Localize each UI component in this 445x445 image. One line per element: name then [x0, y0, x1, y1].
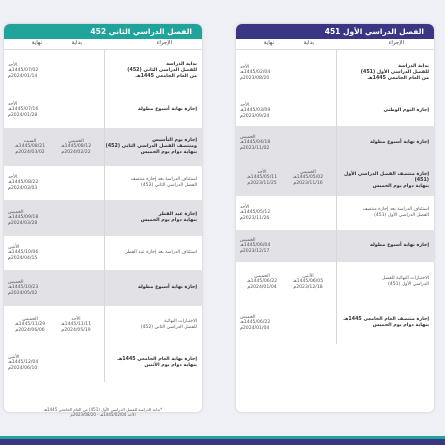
hijri-date: 1445/08/21هـ: [14, 144, 46, 150]
header-end: نهاية: [263, 40, 274, 46]
hijri-date: 1445/04/18هـ: [240, 140, 271, 146]
procedure-cell: [335, 140, 429, 146]
header-start: بداية: [71, 40, 82, 46]
weekday: الأثنين: [8, 354, 20, 360]
gregorian-date: 2023/11/25م: [247, 180, 277, 186]
gregorian-date: 2024/06/06م: [15, 327, 45, 333]
table-row: [4, 92, 202, 128]
weekday: الأثنين: [302, 273, 314, 279]
procedure-text: إجازة منتصف العام الجامعي 1445هـ: [343, 317, 429, 322]
hijri-date: 1445/09/18هـ: [8, 215, 39, 221]
procedure-text: إجازة يوم التأسيس: [152, 138, 197, 143]
gregorian-date: 2023/11/26م: [240, 215, 270, 221]
hijri-date: 1445/07/16هـ: [8, 107, 39, 113]
weekday: الأحد: [71, 316, 81, 322]
procedure-text: ومنتصف الفصل الدراسي الثاني (452): [105, 144, 197, 149]
procedure-cell: [335, 207, 429, 219]
procedure-cell: [335, 276, 429, 288]
gregorian-date: 2024/04/15م: [8, 255, 38, 261]
procedure-cell: [103, 250, 197, 256]
hijri-date: 1445/03/09هـ: [240, 108, 271, 114]
gregorian-date: 2023/08/20م: [240, 75, 270, 81]
procedure-text: بنهاية دوام يوم الخميس: [372, 323, 429, 328]
date-cell: [240, 103, 330, 120]
footnote: [4, 407, 202, 417]
procedure-cell: [103, 357, 197, 369]
hijri-date: 1445/11/11هـ: [60, 322, 92, 328]
header-procedure: الإجراء: [156, 40, 172, 46]
table-row: [236, 262, 434, 302]
gregorian-date: 2024/02/22م: [61, 149, 91, 155]
weekday: الأحد: [240, 102, 250, 108]
date-cell: [8, 355, 98, 372]
gregorian-date: 2024/03/02م: [15, 149, 45, 155]
procedure-cell: [335, 108, 429, 114]
table-row: [236, 50, 434, 96]
weekday: الخميس: [8, 279, 24, 285]
procedure-text: بداية الدراسة: [398, 64, 429, 69]
header-procedure: الإجراء: [388, 40, 404, 46]
gregorian-date: 2023/09/24م: [240, 113, 270, 119]
weekday: الخميس: [8, 209, 24, 215]
weekday: الخميس: [240, 237, 256, 243]
hijri-date: 1445/07/02هـ: [8, 68, 39, 74]
date-cell: [240, 135, 330, 152]
weekday: الأحد: [257, 169, 267, 175]
table-row: [236, 302, 434, 344]
date-cell: [240, 205, 330, 222]
weekday: الأثنين: [8, 244, 20, 250]
gregorian-date: 2024/03/28م: [8, 220, 38, 226]
weekday: الأحد: [8, 101, 18, 107]
table-row: [4, 166, 202, 200]
end-date-cell: [240, 170, 284, 187]
procedure-text: الدراسي الأول (451): [387, 282, 429, 287]
gregorian-date: 2023/12/17م: [240, 248, 270, 254]
hijri-date: 1445/06/22هـ: [240, 320, 271, 326]
weekday: الخميس: [240, 134, 256, 140]
start-date-cell: [54, 139, 98, 156]
procedure-text: من العام الجامعي 1445هـ: [135, 74, 197, 79]
procedure-text: إجازة نهاية أسبوع مطولة: [370, 140, 429, 145]
semester1-header: [236, 39, 434, 50]
hijri-date: 1445/05/02هـ: [292, 175, 324, 181]
weekday: الخميس: [254, 273, 270, 279]
gregorian-date: 2024/01/04م: [247, 284, 277, 290]
procedure-text: إجازة اليوم الوطني: [383, 108, 429, 113]
procedure-cell: [103, 212, 197, 224]
footnote-line-1: *بداية الدراسة للفصل الدراسي الأول (451) من العام الجامعي 1445هـ: [43, 407, 163, 412]
table-row: [236, 230, 434, 262]
procedure-text: إجازة عيد الفطر: [158, 212, 197, 217]
semester2-title: الفصل الدراسي الثاني 452: [4, 24, 202, 39]
procedure-text: إجازة نهاية أسبوع مطولة: [138, 107, 197, 112]
table-row: [236, 126, 434, 160]
procedure-text: بداية الدراسة: [166, 62, 197, 67]
date-cell: [8, 175, 98, 192]
date-cell: [8, 102, 98, 119]
gregorian-date: 2024/05/19م: [61, 327, 91, 333]
gregorian-date: 2024/06/10م: [8, 365, 38, 371]
procedure-cell: [335, 172, 429, 190]
hijri-date: 1445/11/29هـ: [14, 322, 46, 328]
date-cell: [8, 280, 98, 297]
semester1-card: [236, 24, 434, 412]
procedure-text: بنهاية دوام يوم الخميس: [372, 184, 429, 189]
semester1-title: الفصل الدراسي الأول 451: [236, 24, 434, 39]
procedure-text: استئناف الدراسة بعد إجازة منتصف: [130, 177, 197, 182]
end-date-cell: [8, 139, 52, 156]
hijri-date: 1445/12/04هـ: [8, 360, 39, 366]
weekday: الأحد: [8, 62, 18, 68]
procedure-text: استئناف الدراسة بعد إجازة عيد الفطر: [125, 250, 197, 255]
procedure-text: إجازة نهاية أسبوع مطولة: [370, 243, 429, 248]
procedure-text: بنهاية دوام يوم الخميس: [140, 150, 197, 155]
table-row: [4, 50, 202, 92]
table-row: [236, 96, 434, 126]
weekday: الخميس: [240, 314, 256, 320]
procedure-text: الفصل الدراسي الثاني (452): [140, 183, 197, 188]
gregorian-date: 2023/12/18م: [293, 284, 323, 290]
date-cell: [240, 65, 330, 82]
table-row: [236, 160, 434, 196]
start-date-cell: [286, 274, 330, 291]
gregorian-date: 2024/01/14م: [8, 73, 38, 79]
gregorian-date: 2024/01/04م: [240, 325, 270, 331]
hijri-date: 1445/06/22هـ: [246, 279, 278, 285]
weekday: الأحد: [8, 174, 18, 180]
hijri-date: 1445/05/11هـ: [246, 175, 278, 181]
weekday: السبت: [23, 138, 37, 144]
hijri-date: 1445/06/04هـ: [240, 243, 271, 249]
gregorian-date: 2024/03/03م: [8, 185, 38, 191]
end-date-cell: [240, 274, 284, 291]
header-start: بداية: [303, 40, 314, 46]
procedure-text: بنهاية دوام يوم الأثنين: [144, 363, 197, 368]
weekday: الخميس: [300, 169, 316, 175]
header-end: نهاية: [31, 40, 42, 46]
semester2-header: [4, 39, 202, 50]
procedure-text: الاختبارات النهائية للفصل: [381, 276, 429, 281]
procedure-text: إجازة نهاية العام الجامعي 1445هـ: [117, 357, 197, 362]
procedure-cell: [103, 177, 197, 189]
end-date-cell: [8, 317, 52, 334]
table-row: [4, 236, 202, 270]
procedure-text: إجازة منتصف الفصل الدراسي الأول (451): [344, 172, 429, 183]
gregorian-date: 2024/01/28م: [8, 112, 38, 118]
procedure-text: استئناف الدراسة بعد إجازة منتصف: [362, 207, 429, 212]
semester2-card: [4, 24, 202, 412]
hijri-date: 1445/05/12هـ: [240, 210, 271, 216]
procedure-cell: [335, 64, 429, 82]
table-row: [4, 306, 202, 344]
date-cell: [8, 210, 98, 227]
gregorian-date: 2024/05/02م: [8, 290, 38, 296]
hijri-date: 1445/10/06هـ: [8, 250, 39, 256]
table-row: [4, 128, 202, 166]
start-date-cell: [286, 170, 330, 187]
procedure-cell: [103, 319, 197, 331]
hijri-date: 1445/08/12هـ: [60, 144, 92, 150]
start-date-cell: [54, 317, 98, 334]
procedure-cell: [103, 285, 197, 291]
hijri-date: 1445/08/22هـ: [8, 180, 39, 186]
table-row: [4, 200, 202, 236]
procedure-cell: [335, 243, 429, 249]
procedure-text: بنهاية دوام يوم الخميس: [140, 218, 197, 223]
hijri-date: 1445/02/04هـ: [240, 70, 271, 76]
date-cell: [240, 315, 330, 332]
gregorian-date: 2023/11/16م: [293, 180, 323, 186]
date-cell: [8, 245, 98, 262]
procedure-text: للفصل الدراسي الأول (451): [360, 70, 429, 75]
weekday: الأحد: [240, 204, 250, 210]
hijri-date: 1445/06/05هـ: [292, 279, 324, 285]
procedure-text: للفصل الدراسي الثاني (452): [127, 68, 197, 73]
table-row: [236, 196, 434, 230]
procedure-text: إجازة نهاية أسبوع مطولة: [138, 285, 197, 290]
procedure-cell: [103, 107, 197, 113]
procedure-text: الاختبارات النهائية: [164, 319, 197, 324]
table-row: [4, 344, 202, 382]
procedure-text: الفصل الدراسي الأول (451): [374, 213, 429, 218]
procedure-cell: [103, 138, 197, 156]
table-row: [4, 270, 202, 306]
weekday: الخميس: [68, 138, 84, 144]
date-cell: [240, 238, 330, 255]
procedure-cell: [103, 62, 197, 80]
procedure-cell: [335, 317, 429, 329]
footnote-line-2: الأحد 1445/02/04هـ - 2023/08/20م: [70, 412, 136, 417]
gregorian-date: 2023/11/02م: [240, 145, 270, 151]
hijri-date: 1445/10/23هـ: [8, 285, 39, 291]
procedure-text: من العام الجامعي 1445هـ: [367, 76, 429, 81]
weekday: الأحد: [240, 64, 250, 70]
weekday: الخميس: [22, 316, 38, 322]
date-cell: [8, 63, 98, 80]
bottom-strip: [0, 439, 445, 445]
procedure-text: للفصل الدراسي الثاني (452): [140, 325, 197, 330]
